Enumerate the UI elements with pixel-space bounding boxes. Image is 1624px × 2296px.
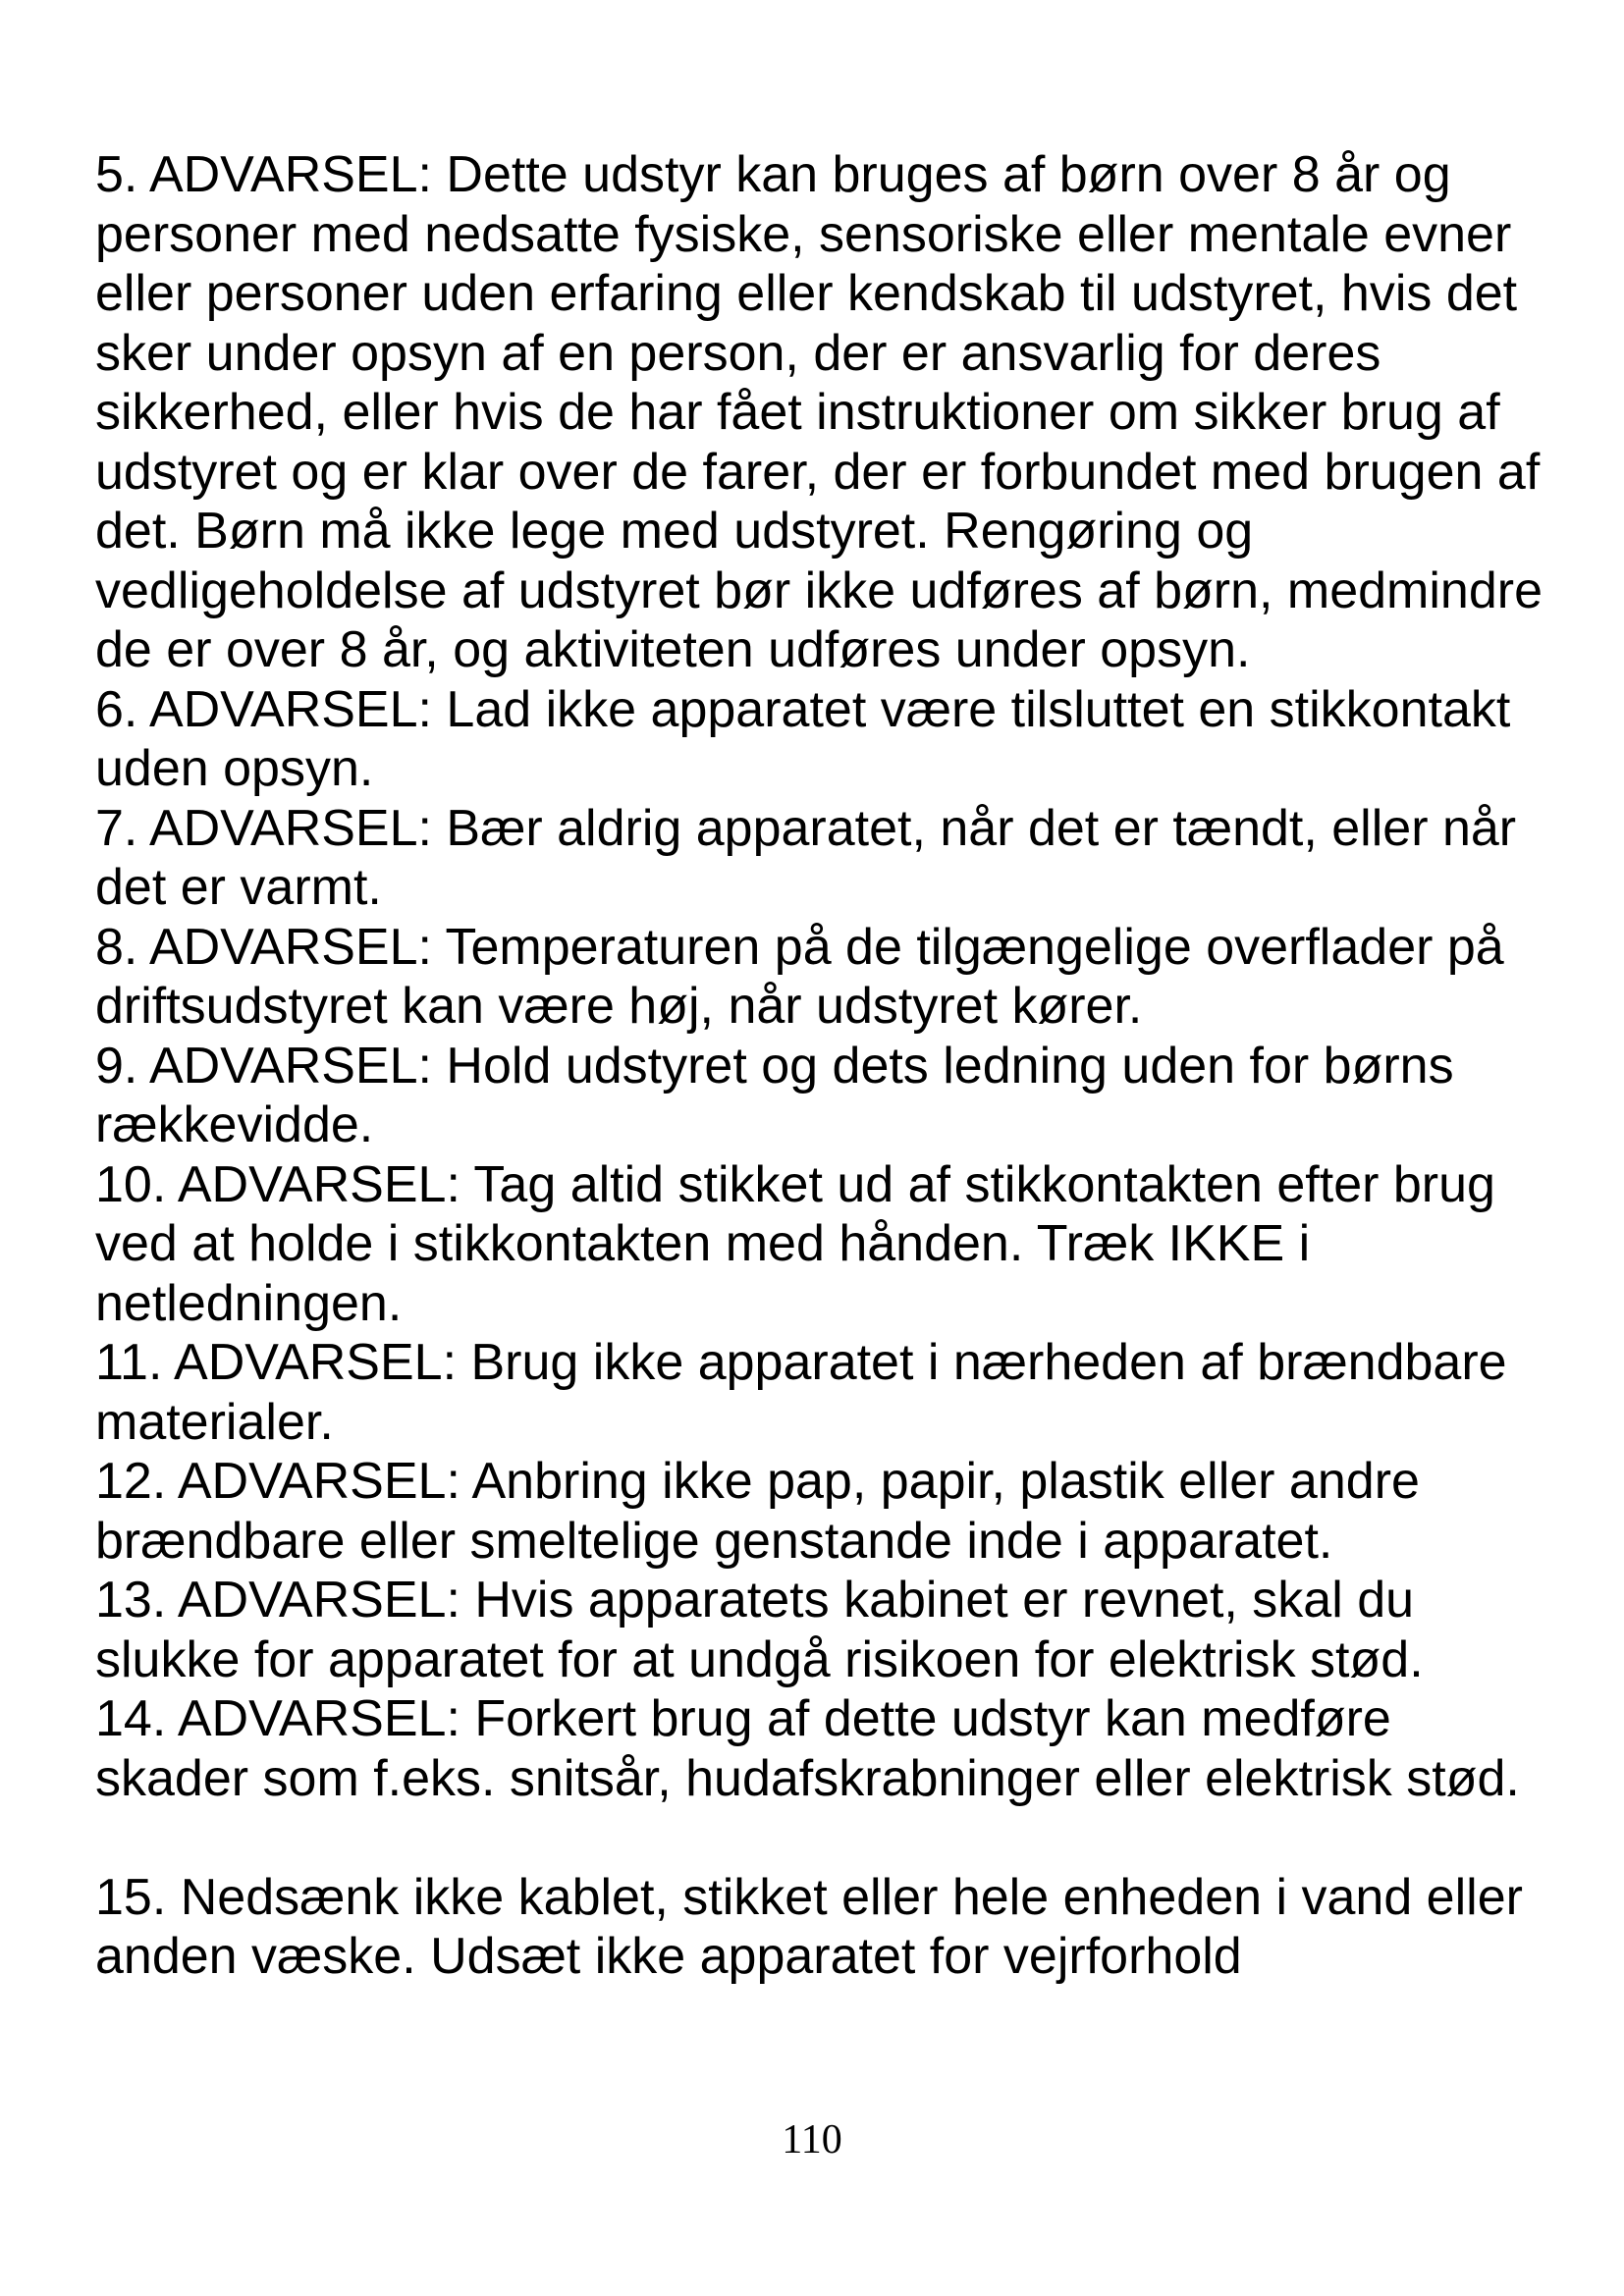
instruction-paragraph-15: 15. Nedsænk ikke kablet, stikket eller hele enheden i vand eller anden væske. Udsæt ikke apparatet for vejrforhold	[95, 1868, 1523, 1985]
warning-paragraph-7: 7. ADVARSEL: Bær aldrig apparatet, når det er tændt, eller når det er varmt.	[95, 799, 1517, 916]
warning-paragraph-8: 8. ADVARSEL: Temperaturen på de tilgængelige overflader på driftsudstyret kan være høj, når udstyret kører.	[95, 918, 1504, 1035]
warning-paragraph-9: 9. ADVARSEL: Hold udstyret og dets ledning uden for børns rækkevidde.	[95, 1037, 1454, 1153]
warning-paragraph-6: 6. ADVARSEL: Lad ikke apparatet være tilsluttet en stikkontakt uden opsyn.	[95, 680, 1511, 797]
warning-paragraph-5: 5. ADVARSEL: Dette udstyr kan bruges af børn over 8 år og personer med nedsatte fysiske, sensoriske eller mentale evner eller personer uden erfaring eller kendskab til udstyret, hvis det sker under opsyn af en person, der er ansvarlig for deres sikkerhed, eller hvis de har fået instruktioner om sikker brug af udstyret og er klar over de farer, der er forbundet med brugen af det. Børn må ikke lege med udstyret. Rengøring og vedligeholdelse af udstyret bør ikke udføres af børn, medmindre de er over 8 år, og aktiviteten udføres under opsyn.	[95, 146, 1543, 678]
warning-paragraph-10: 10. ADVARSEL: Tag altid stikket ud af stikkontakten efter brug ved at holde i stikkontakten med hånden. Træk IKKE i netledningen.	[95, 1155, 1495, 1332]
warning-paragraph-14: 14. ADVARSEL: Forkert brug af dette udstyr kan medføre skader som f.eks. snitsår, hudafskrabninger eller elektrisk stød.	[95, 1690, 1520, 1807]
paragraph-spacer	[95, 1808, 1548, 1868]
warning-paragraph-12: 12. ADVARSEL: Anbring ikke pap, papir, plastik eller andre brændbare eller smeltelige genstande inde i apparatet.	[95, 1453, 1420, 1570]
warning-paragraph-11: 11. ADVARSEL: Brug ikke apparatet i nærheden af brændbare materialer.	[95, 1334, 1507, 1451]
warning-paragraph-13: 13. ADVARSEL: Hvis apparatets kabinet er revnet, skal du slukke for apparatet for at undgå risikoen for elektrisk stød.	[95, 1572, 1424, 1688]
document-body	[95, 145, 1548, 1987]
page-number: 110	[782, 2117, 842, 2163]
